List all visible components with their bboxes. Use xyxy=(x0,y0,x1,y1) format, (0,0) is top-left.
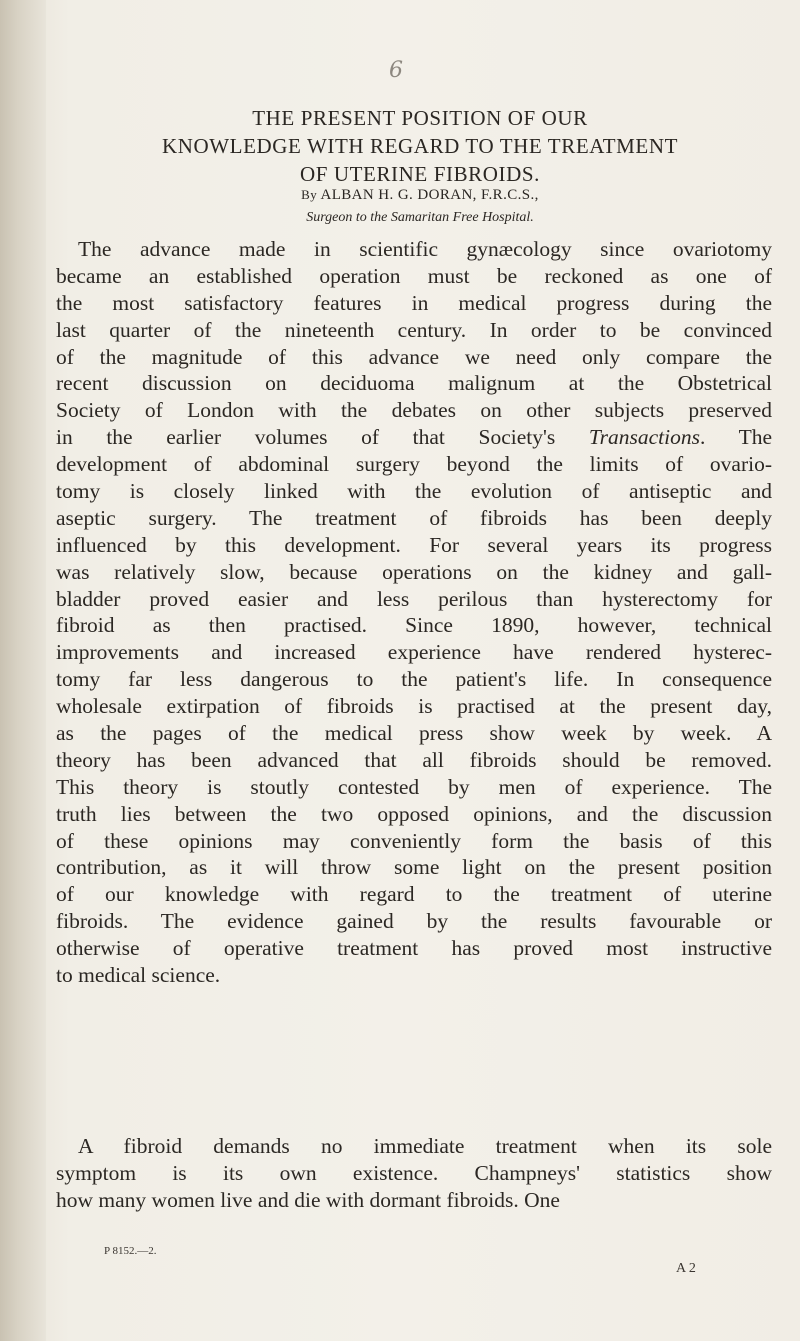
text-line: in the earlier volumes of that Society's Transactions. The xyxy=(56,425,773,450)
text-line: influenced by this development. For several years its progress xyxy=(56,532,772,557)
paragraph-1 xyxy=(56,236,772,989)
paragraph-2 xyxy=(56,1133,772,1214)
text-line: wholesale extirpation of fibroids is practised at the present day, xyxy=(56,694,772,719)
title-line: OF UTERINE FIBROIDS. xyxy=(299,162,541,186)
text-line: aseptic surgery. The treatment of fibroids has been deeply xyxy=(56,505,772,530)
text-line: tomy far less dangerous to the patient's life. In consequence xyxy=(56,667,772,692)
text-line: fibroid as then practised. Since 1890, however, technical xyxy=(56,613,772,638)
author-name: ALBAN H. G. DORAN, F.R.C.S., xyxy=(320,187,539,203)
text-line: bladder proved easier and less perilous than hysterectomy for xyxy=(56,586,772,611)
text-line: recent discussion on deciduoma malignum at the Obstetrical xyxy=(56,371,772,396)
text-line: last quarter of the nineteenth century. In order to be convinced xyxy=(56,317,772,342)
margin-note: 6 xyxy=(389,58,403,83)
text-line: was relatively slow, because operations on the kidney and gall- xyxy=(56,559,772,584)
text-line: Society of London with the debates on other subjects preserved xyxy=(56,398,772,423)
signature-mark: A 2 xyxy=(676,1261,696,1276)
text-line: how many women live and die with dormant fibroids. One xyxy=(56,1187,560,1212)
print-code: P 8152.—2. xyxy=(104,1245,157,1257)
article-title xyxy=(90,104,750,188)
text-line: development of abdominal surgery beyond the limits of ovario- xyxy=(56,452,772,477)
text-line: theory has been advanced that all fibroids should be removed. xyxy=(56,747,772,772)
text-line: The advance made in scientific gynæcology since ovariotomy xyxy=(78,237,772,261)
text-line: the most satisfactory features in medical progress during the xyxy=(56,290,772,315)
text-line: otherwise of operative treatment has proved most instructive xyxy=(56,936,772,961)
byline xyxy=(90,187,750,204)
text-line: contribution, as it will throw some light on the present position xyxy=(56,855,772,880)
author-affiliation: Surgeon to the Samaritan Free Hospital. xyxy=(306,210,534,225)
byline-prefix: By xyxy=(301,187,318,202)
text-line: of these opinions may conveniently form the basis of this xyxy=(56,828,772,853)
title-line: KNOWLEDGE WITH REGARD TO THE TREATMENT xyxy=(161,134,679,158)
text-line: improvements and increased experience have rendered hysterec- xyxy=(56,640,772,665)
text-line: of our knowledge with regard to the treatment of uterine xyxy=(56,882,772,907)
text-line: fibroids. The evidence gained by the results favourable or xyxy=(56,909,772,934)
text-line: truth lies between the two opposed opinions, and the discussion xyxy=(56,801,772,826)
text-line: This theory is stoutly contested by men of experience. The xyxy=(56,774,772,799)
binding-gutter xyxy=(0,0,46,1341)
text-line: of the magnitude of this advance we need only compare the xyxy=(56,344,772,369)
text-line: symptom is its own existence. Champneys' statistics show xyxy=(56,1160,772,1185)
text-line: A fibroid demands no immediate treatment when its sole xyxy=(78,1134,772,1158)
text-line: tomy is closely linked with the evolution of antiseptic and xyxy=(56,479,772,504)
text-line: became an established operation must be reckoned as one of xyxy=(56,263,772,288)
title-line: THE PRESENT POSITION OF OUR xyxy=(252,106,588,130)
text-line: as the pages of the medical press show week by week. A xyxy=(56,721,772,746)
text-line: to medical science. xyxy=(56,963,221,988)
